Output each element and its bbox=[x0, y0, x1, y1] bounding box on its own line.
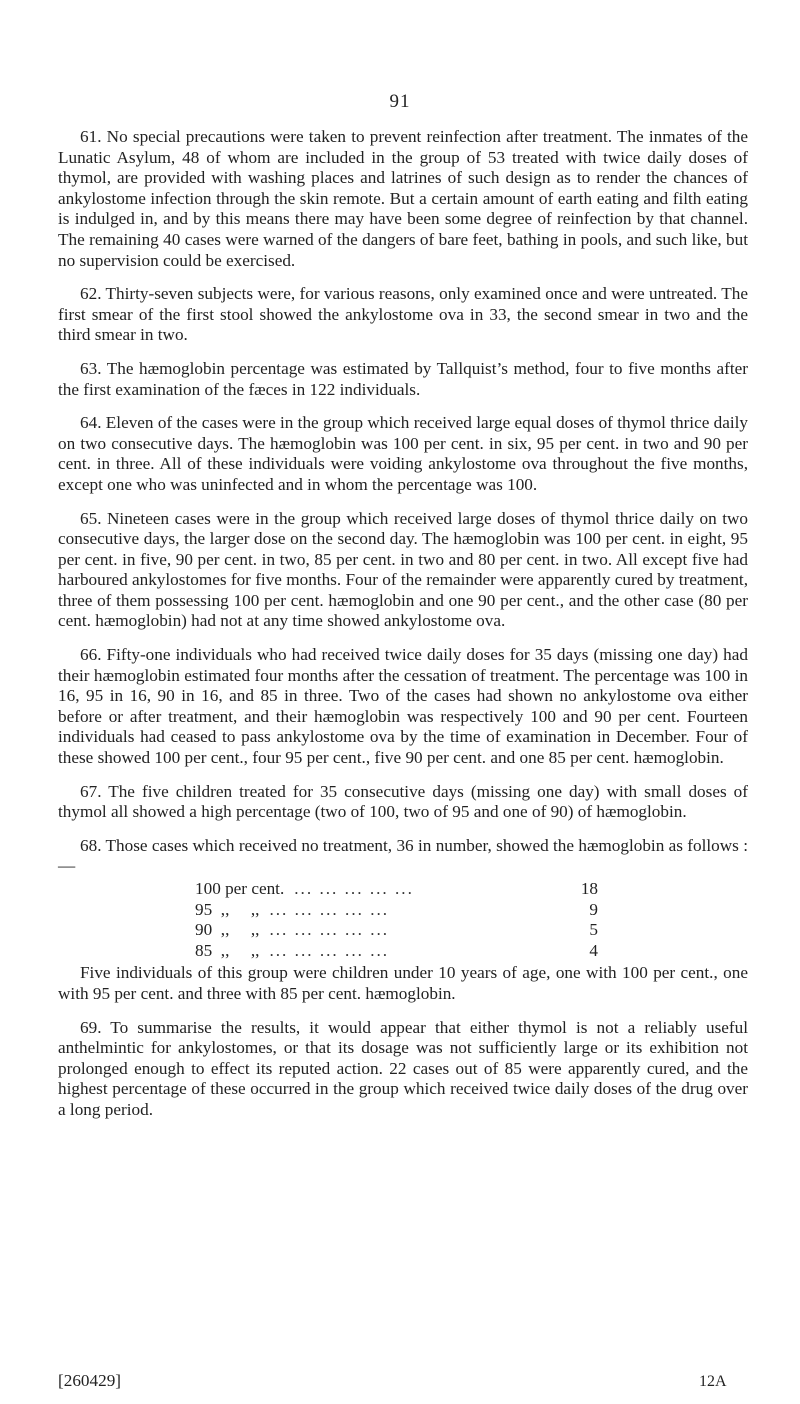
paragraph-63: 63. The hæmoglobin percentage was estimated by Tallquist’s method, four to five months after the first examination of the fæces in 122 individuals. bbox=[58, 358, 748, 399]
table-row-count: 4 bbox=[589, 940, 598, 960]
paragraph-62: 62. Thirty-seven subjects were, for various reasons, only examined once and were untreated. The first smear of the first stool showed the ankylostome ova in 33, the second smear in two and the third smear in two. bbox=[58, 284, 748, 345]
paragraph-64: 64. Eleven of the cases were in the group which received large equal doses of thymol thrice daily on two consecutive days. The hæmoglobin was 100 per cent. in six, 95 per cent. in two and 90 per cent. in three. All of these individuals were voiding ankylostome ova throughout the five months, except one who was uninfected and in whom the percentage was 100. bbox=[58, 413, 748, 494]
table-row bbox=[195, 920, 598, 941]
table-row-label: 95 ,, ,, bbox=[195, 899, 260, 919]
paragraph-66: 66. Fifty-one individuals who had received twice daily doses for 35 days (missing one day) had their hæmoglobin estimated four months after the cessation of treatment. The percentage was 100 in 16, 95 in 16, 90 in 16, and 85 in three. Two of the cases had shown no ankylostome ova either before or after treatment, and their hæmoglobin was respectively 100 and 90 per cent. Fourteen individuals had ceased to pass ankylostome ova by the time of examination in December. Four of these showed 100 per cent., four 95 per cent., five 90 per cent. and one 85 per cent. hæmoglobin. bbox=[58, 645, 748, 768]
table-row-leader: ... ... ... ... ... bbox=[294, 879, 414, 898]
table-row-label: 100 per cent. bbox=[195, 879, 285, 898]
paragraph-65: 65. Nineteen cases were in the group which received large doses of thymol thrice daily on two consecutive days, the larger dose on the second day. The hæmoglobin was 100 per cent. in eight, 95 per cent. in five, 90 per cent. in two, 85 per cent. in two and 80 per cent. in two. All except five had harboured ankylostomes for five months. Four of the remainder were apparently cured by treatment, three of them possessing 100 per cent. hæmoglobin and one 90 per cent., and the other case (80 per cent. hæmoglobin) had not at any time showed ankylostome ova. bbox=[58, 508, 748, 631]
table-row-count: 9 bbox=[589, 899, 598, 919]
table-row-leader: ... ... ... ... ... bbox=[269, 920, 390, 940]
table-row-count: 5 bbox=[589, 920, 598, 940]
table-row bbox=[195, 900, 598, 921]
page-number: 91 bbox=[389, 91, 411, 112]
paragraph-67: 67. The five children treated for 35 consecutive days (missing one day) with small doses of thymol all showed a high percentage (two of 100, two of 95 and one of 90) of hæmoglobin. bbox=[58, 781, 748, 822]
table-row bbox=[195, 879, 598, 900]
paragraph-69: 69. To summarise the results, it would appear that either thymol is not a reliably useful anthelmintic for ankylostomes, or that its dosage was not sufficiently large or its exhibition not prolonged enough to effect its reputed action. 22 cases out of 85 were apparently cured, and the highest percentage of these occurred in the group which received twice daily doses of the drug over a long period. bbox=[58, 1017, 748, 1119]
paragraph-61: 61. No special precautions were taken to prevent reinfection after treatment. The inmates of the Lunatic Asylum, 48 of whom are included in the group of 53 treated with twice daily doses of thymol, are provided with washing places and latrines of such design as to render the chances of ankylostome infection through the skin remote. But a certain amount of earth eating and filth eating is indulged in, and by this means there may have been some degree of reinfection by that channel. The remaining 40 cases were warned of the dangers of bare feet, bathing in pools, and such like, but no supervision could be exercised. bbox=[58, 127, 748, 270]
paragraph-68-continued: Five individuals of this group were children under 10 years of age, one with 100 per cent., one with 95 per cent. and three with 85 per cent. hæmoglobin. bbox=[58, 963, 748, 1003]
table-row bbox=[195, 941, 598, 962]
table-row-count: 18 bbox=[580, 879, 598, 898]
body-text bbox=[58, 127, 748, 1134]
table-row-label: 90 ,, ,, bbox=[195, 920, 260, 940]
table-row-leader: ... ... ... ... ... bbox=[269, 940, 390, 960]
paragraph-68: 68. Those cases which received no treatment, 36 in number, showed the hæmoglobin as follows :— bbox=[58, 835, 748, 876]
footer-signature-mark: 12A bbox=[699, 1373, 727, 1390]
table-row-leader: ... ... ... ... ... bbox=[269, 899, 390, 919]
footer-reference: [260429] bbox=[58, 1371, 122, 1390]
table-row-label: 85 ,, ,, bbox=[195, 940, 260, 960]
haemoglobin-table bbox=[195, 879, 598, 961]
